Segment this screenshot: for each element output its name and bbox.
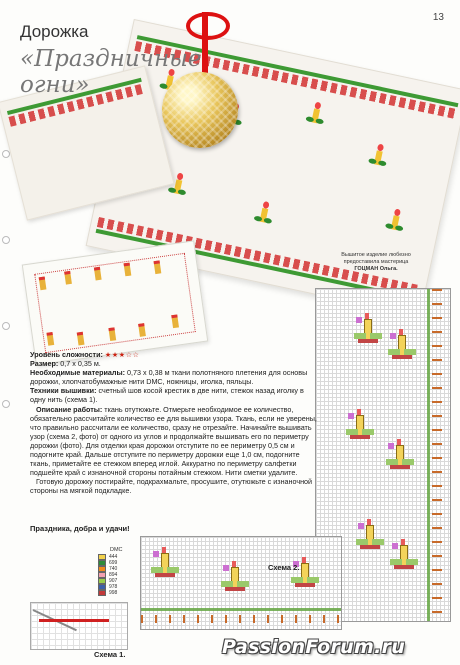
cross-stitch-chart-horizontal — [140, 536, 342, 630]
materials-value: 0,73 х 0,38 м ткани полотняного плетения для основы дорожки, хлопчатобумажные нити DMC, ножницы, иголка, пяльцы. — [30, 368, 308, 387]
page-title: Дорожка — [20, 22, 89, 41]
photo-credit — [310, 252, 442, 273]
bow-icon — [186, 12, 230, 40]
scheme-2-label: Схема 2. — [268, 563, 300, 572]
credit-author: ГОЦМАН Ольга. — [354, 266, 398, 272]
thread-line — [39, 619, 109, 622]
scheme-1-label: Схема 1. — [94, 650, 126, 659]
legend-row — [98, 590, 134, 596]
page-number: 13 — [432, 12, 444, 23]
greeting-text: Праздника, добра и удачи! — [30, 524, 130, 533]
legend-swatch — [98, 590, 106, 596]
finishing-text: Готовую дорожку постирайте, подкрахмальте, просушите, отутюжьте с изнаночной стороны на мягкой подкладке. — [30, 477, 313, 496]
candle-motif — [390, 539, 418, 571]
binding-holes — [2, 150, 10, 410]
credit-line-2: предоставила мастерица — [343, 259, 409, 265]
article-body — [30, 350, 320, 496]
candle-motif — [388, 329, 416, 361]
legend-code: 444 — [109, 554, 118, 560]
credit-line-1: Вышитое изделие любезно — [341, 252, 411, 258]
description-label: Описание работы: — [36, 404, 103, 414]
size-label: Размер: — [30, 359, 59, 369]
candle-motif — [346, 409, 374, 441]
legend-header: DMC — [110, 547, 123, 553]
legend-code: 740 — [109, 566, 118, 572]
legend-code: 998 — [109, 590, 118, 596]
legend-code: 699 — [109, 560, 118, 566]
candle-motif — [386, 439, 414, 471]
site-watermark: PassionForum.ru — [222, 636, 406, 658]
technique-value: счетный шов косой крестик в две нити, стежок назад иголку в одну нить (схема 1). — [30, 386, 304, 405]
size-value: 0,7 х 0,35 м. — [60, 359, 101, 369]
legend-code: 894 — [109, 572, 118, 578]
dmc-color-legend — [98, 547, 134, 596]
candle-motif — [356, 519, 384, 551]
materials-label: Необходимые материалы: — [30, 368, 126, 378]
legend-code: 978 — [109, 584, 118, 590]
level-label: Уровень сложности: — [30, 350, 103, 359]
candle-motif — [354, 313, 382, 345]
technique-label: Техники вышивки: — [30, 386, 97, 396]
description-value: ткань отутюжьте. Отмерьте необходимое ее количество, обязательно рассчитайте количество ее для вышивки узора. Ткань, если не уверены, что правильно рассчитали ее количество, сразу не отрезайте. Начинайте вышивать узор (схема 2, фото) от одного из углов и продолжайте вышивать его по периметру дорожки (фото). Для отделки края дорожки отступите по ее периметру 0,5 см и подогните край. Дальше отступите по периметру дорожки еще 1,0 см, подогните ткань, приметайте ее стежком вперед иглой. Аккуратно по периметру салфетки подшейте край с изнаночной стороны потайным стежком. Нити сметки удалите. — [30, 404, 317, 478]
stitch-diagram — [30, 602, 128, 650]
runner-layout-diagram — [22, 240, 209, 365]
candle-motif — [221, 561, 249, 593]
legend-code: 907 — [109, 578, 118, 584]
difficulty-stars: ★★★☆☆ — [104, 350, 140, 359]
candle-motif — [151, 547, 179, 579]
page-subtitle: «Праздничные огни» — [20, 46, 202, 98]
candle-motif — [291, 557, 319, 589]
